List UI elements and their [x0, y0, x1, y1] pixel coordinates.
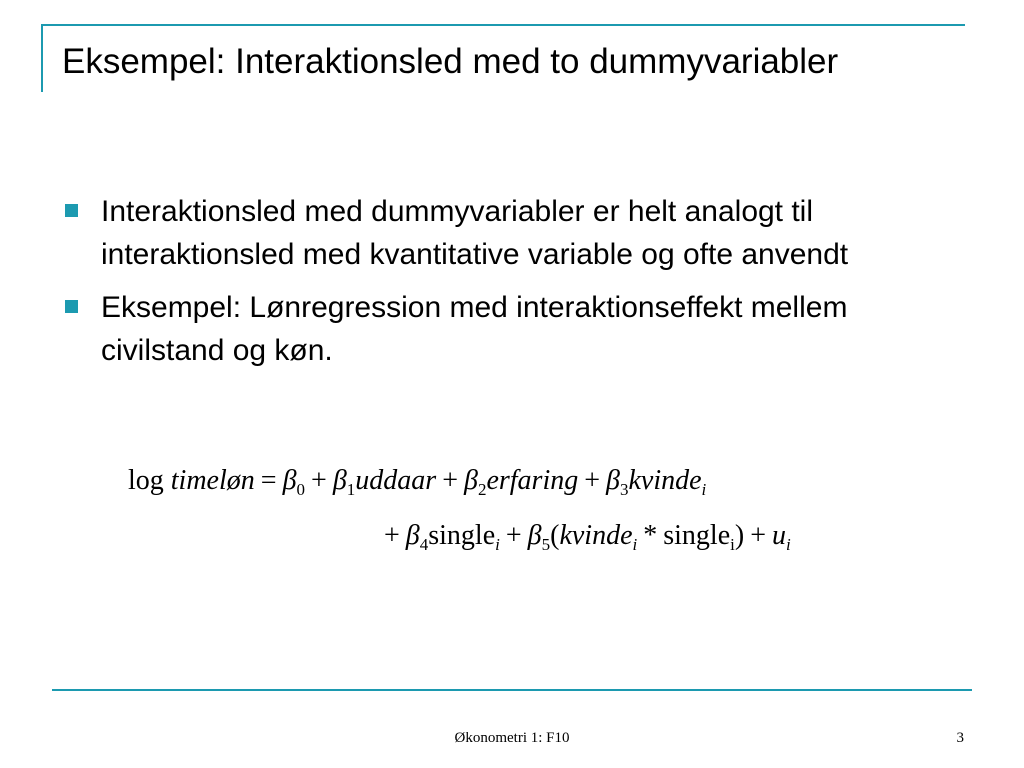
eq-plus: + [311, 465, 327, 496]
eq-star: * [643, 520, 658, 551]
square-bullet-icon [65, 204, 78, 217]
eq-beta-3: β [606, 465, 620, 496]
eq-sub-0: 0 [296, 480, 306, 499]
eq-plus: + [442, 465, 458, 496]
bullet-item [62, 286, 962, 372]
eq-sub-2: 2 [477, 480, 487, 499]
footer-divider [52, 689, 972, 691]
eq-sub-i-upright: i [730, 535, 735, 554]
eq-sub-5: 5 [541, 535, 551, 554]
bullet-list [62, 190, 962, 382]
bullet-text: Interaktionsled med dummyvariabler er helt analogt til interaktionsled med kvantitative variable og ofte anvendt [101, 195, 849, 271]
eq-sub-i: i [495, 535, 500, 554]
eq-plus: + [384, 520, 400, 551]
bullet-text: Eksempel: Lønregression med interaktionseffekt mellem civilstand og køn. [101, 291, 848, 367]
eq-sub-3: 3 [619, 480, 629, 499]
eq-sub-4: 4 [419, 535, 429, 554]
eq-var-u: u [772, 520, 786, 551]
eq-sub-1: 1 [346, 480, 356, 499]
page-number: 3 [956, 730, 964, 746]
eq-beta-4: β [405, 520, 420, 551]
eq-plus: + [750, 520, 766, 551]
eq-beta-1: β [332, 465, 347, 496]
eq-sub-i: i [701, 480, 707, 499]
eq-var-single: single [428, 520, 496, 551]
eq-lparen: ( [550, 520, 560, 551]
eq-lhs: timeløn [170, 465, 255, 496]
eq-var-uddaar: uddaar [355, 465, 437, 496]
eq-plus: + [505, 520, 522, 551]
eq-rparen: ) [734, 520, 745, 551]
eq-var-kvinde: kvinde [559, 520, 633, 551]
slide-title: Eksempel: Interaktionsled med to dummyvariabler [62, 42, 839, 81]
square-bullet-icon [65, 300, 78, 313]
eq-log: log [128, 465, 164, 496]
eq-equals: = [260, 465, 277, 496]
bullet-item [62, 190, 962, 276]
eq-beta-5: β [527, 520, 542, 551]
eq-sub-i: i [632, 535, 638, 554]
eq-var-erfaring: erfaring [486, 465, 579, 496]
footer-course-label: Økonometri 1: F10 [454, 730, 570, 746]
eq-beta-0: β [282, 465, 297, 496]
eq-var-single: single [663, 520, 731, 551]
equation-line-2 [378, 519, 791, 553]
eq-sub-i: i [786, 535, 791, 554]
equation-line-1 [128, 464, 706, 498]
eq-var-kvinde: kvinde [628, 465, 702, 496]
eq-beta-2: β [463, 465, 478, 496]
eq-plus: + [584, 465, 601, 496]
